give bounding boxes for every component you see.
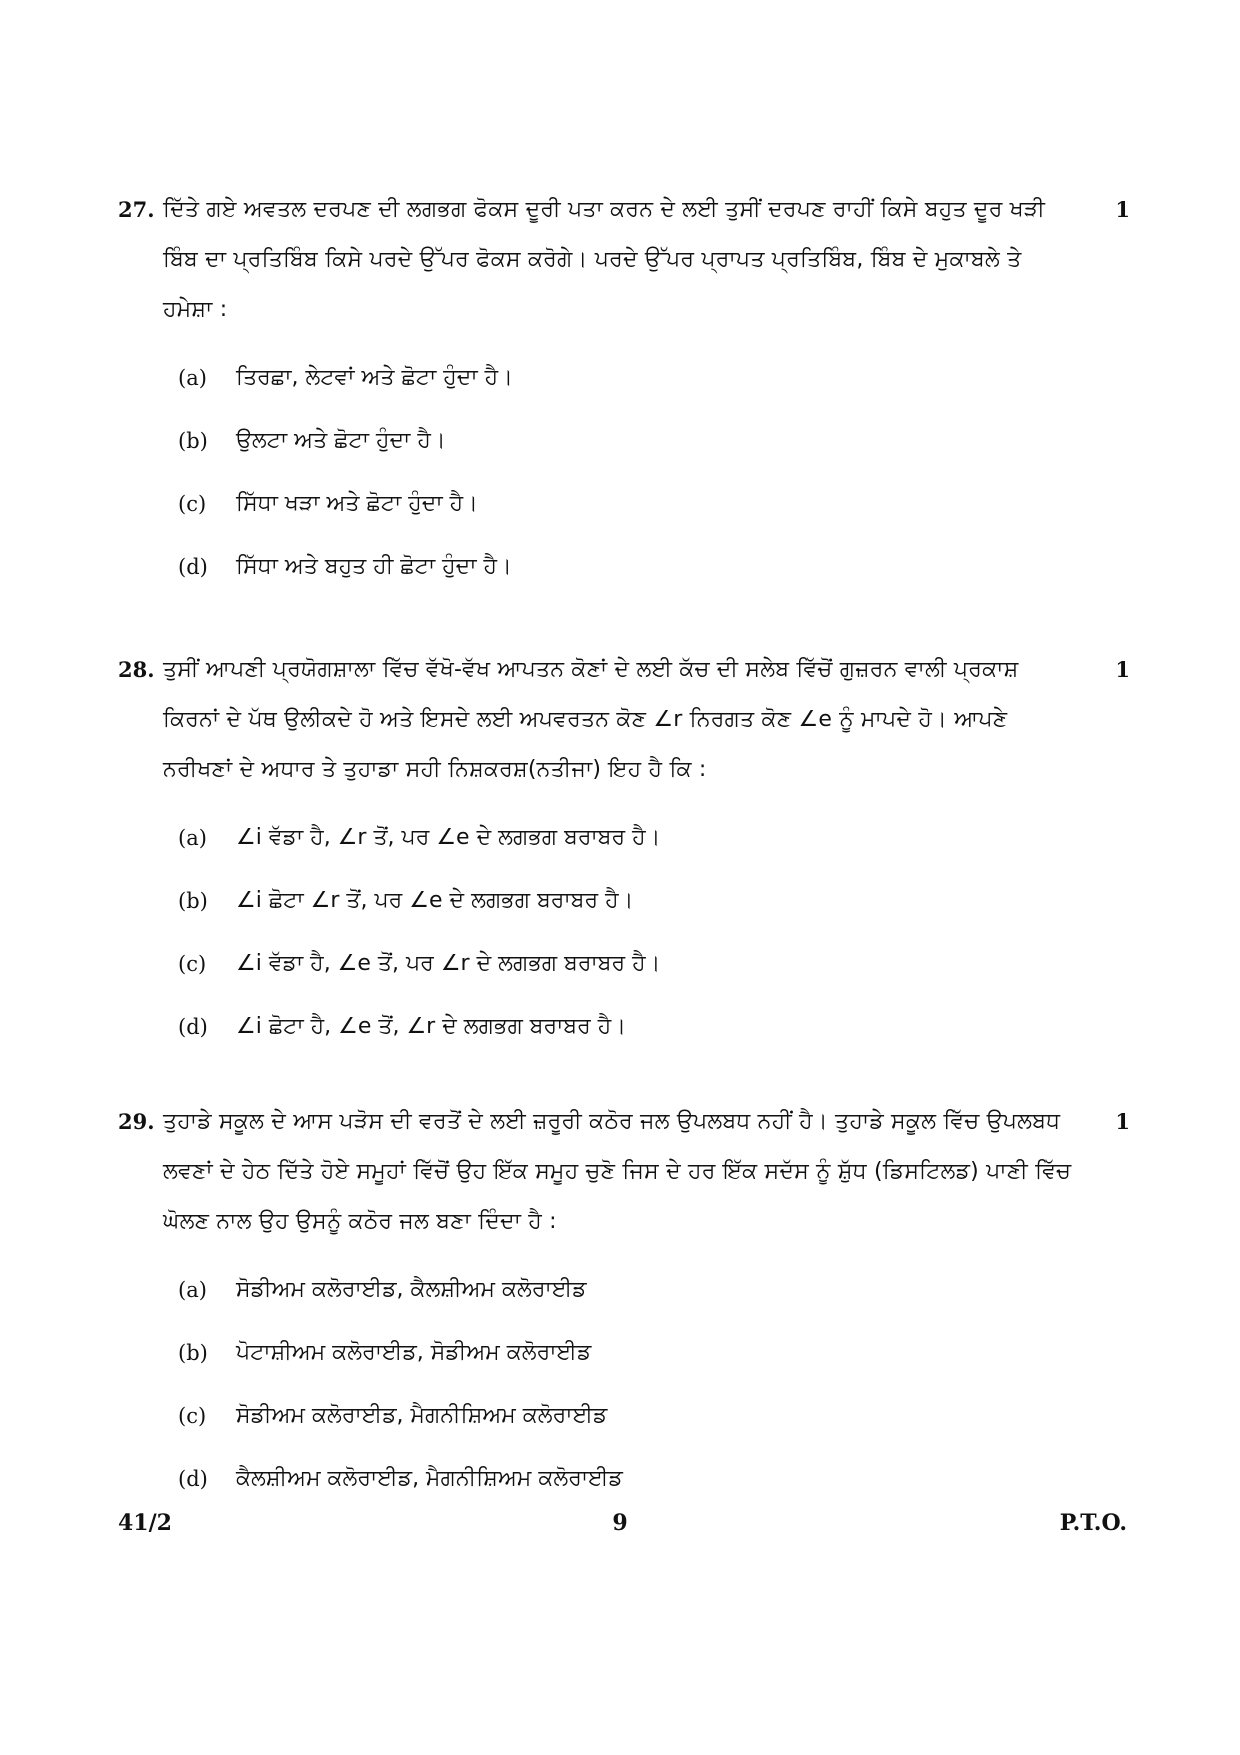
option-b	[178, 409, 1130, 472]
option-label: (a)	[178, 365, 207, 390]
option-c	[178, 1384, 1130, 1447]
option-a	[178, 806, 1130, 869]
question-text: ਦਿੱਤੇ ਗਏ ਅਵਤਲ ਦਰਪਣ ਦੀ ਲਗਭਗ ਫੋਕਸ ਦੂਰੀ ਪਤਾ ਕਰਨ ਦੇ ਲਈ ਤੁਸੀਂ ਦਰਪਣ ਰਾਹੀਂ ਕਿਸੇ ਬਹੁਤ ਦੂਰ ਖੜੀ ਬਿੰਬ ਦਾ ਪ੍ਰਤਿਬਿੰਬ ਕਿਸੇ ਪਰਦੇ ਉੱਪਰ ਫੋਕਸ ਕਰੋਗੇ। ਪਰਦੇ ਉੱਪਰ ਪ੍ਰਾਪਤ ਪ੍ਰਤਿਬਿੰਬ, ਬਿੰਬ ਦੇ ਮੁਕਾਬਲੇ ਤੇ ਹਮੇਸ਼ਾ :	[163, 197, 1046, 322]
option-d	[178, 1447, 1130, 1510]
option-text: ਸੋਡੀਅਮ ਕਲੋਰਾਈਡ, ਮੈਗਨੀਸ਼ਿਅਮ ਕਲੋਰਾਈਡ	[236, 1403, 608, 1428]
option-list	[178, 806, 1130, 1058]
question-marks: 1	[1115, 197, 1130, 222]
question-marks: 1	[1115, 657, 1130, 682]
option-label: (a)	[178, 825, 207, 850]
option-c	[178, 472, 1130, 535]
option-c	[178, 932, 1130, 995]
option-label: (d)	[178, 1466, 208, 1491]
option-list	[178, 1258, 1130, 1510]
option-text: ∠i ਵੱਡਾ ਹੈ, ∠r ਤੋਂ, ਪਰ ∠e ਦੇ ਲਗਭਗ ਬਰਾਬਰ ਹੈ।	[236, 825, 661, 850]
page-number: 9	[612, 1510, 628, 1536]
paper-code: 41/2	[118, 1510, 172, 1536]
option-list	[178, 346, 1130, 598]
question-28	[118, 645, 1130, 1058]
option-label: (d)	[178, 1014, 208, 1039]
option-b	[178, 1321, 1130, 1384]
option-text: ∠i ਛੋਟਾ ਹੈ, ∠e ਤੋਂ, ∠r ਦੇ ਲਗਭਗ ਬਰਾਬਰ ਹੈ।	[236, 1014, 627, 1039]
option-label: (c)	[178, 951, 207, 976]
option-text: ∠i ਛੋਟਾ ∠r ਤੋਂ, ਪਰ ∠e ਦੇ ਲਗਭਗ ਬਰਾਬਰ ਹੈ।	[236, 888, 634, 913]
option-d	[178, 995, 1130, 1058]
pto-label: P.T.O.	[1059, 1510, 1127, 1536]
option-text: ਕੈਲਸ਼ੀਅਮ ਕਲੋਰਾਈਡ, ਮੈਗਨੀਸ਼ਿਅਮ ਕਲੋਰਾਈਡ	[236, 1466, 623, 1491]
option-label: (b)	[178, 888, 208, 913]
option-text: ∠i ਵੱਡਾ ਹੈ, ∠e ਤੋਂ, ਪਰ ∠r ਦੇ ਲਗਭਗ ਬਰਾਬਰ ਹੈ।	[236, 951, 661, 976]
option-label: (b)	[178, 1340, 208, 1365]
option-a	[178, 346, 1130, 409]
option-b	[178, 869, 1130, 932]
option-text: ਉਲਟਾ ਅਤੇ ਛੋਟਾ ਹੁੰਦਾ ਹੈ।	[236, 428, 446, 453]
option-d	[178, 535, 1130, 598]
question-number: 27.	[118, 197, 155, 222]
question-marks: 1	[1115, 1109, 1130, 1134]
question-29	[118, 1097, 1130, 1510]
option-label: (c)	[178, 491, 207, 516]
option-text: ਤਿਰਛਾ, ਲੇਟਵਾਂ ਅਤੇ ਛੋਟਾ ਹੁੰਦਾ ਹੈ।	[236, 365, 513, 390]
question-text: ਤੁਹਾਡੇ ਸਕੂਲ ਦੇ ਆਸ ਪੜੋਸ ਦੀ ਵਰਤੋਂ ਦੇ ਲਈ ਜ਼ਰੂਰੀ ਕਠੋਰ ਜਲ ਉਪਲਬਧ ਨਹੀਂ ਹੈ। ਤੁਹਾਡੇ ਸਕੂਲ ਵਿੱਚ ਉਪਲਬਧ ਲਵਣਾਂ ਦੇ ਹੇਠ ਦਿੱਤੇ ਹੋਏ ਸਮੂਹਾਂ ਵਿੱਚੋਂ ਉਹ ਇੱਕ ਸਮੂਹ ਚੁਣੋ ਜਿਸ ਦੇ ਹਰ ਇੱਕ ਸਦੱਸ ਨੂੰ ਸ਼ੁੱਧ (ਡਿਸਟਿਲਡ) ਪਾਣੀ ਵਿੱਚ ਘੋਲਣ ਨਾਲ ਉਹ ਉਸਨੂੰ ਕਠੋਰ ਜਲ ਬਣਾ ਦਿੰਦਾ ਹੈ :	[163, 1109, 1072, 1234]
option-label: (b)	[178, 428, 208, 453]
option-text: ਸੋਡੀਅਮ ਕਲੋਰਾਈਡ, ਕੈਲਸ਼ੀਅਮ ਕਲੋਰਾਈਡ	[236, 1277, 587, 1302]
question-number: 28.	[118, 657, 155, 682]
question-text: ਤੁਸੀਂ ਆਪਣੀ ਪ੍ਰਯੋਗਸ਼ਾਲਾ ਵਿੱਚ ਵੱਖੋ-ਵੱਖ ਆਪਤਨ ਕੋਣਾਂ ਦੇ ਲਈ ਕੱਚ ਦੀ ਸਲੇਬ ਵਿੱਚੋਂ ਗੁਜ਼ਰਨ ਵਾਲੀ ਪ੍ਰਕਾਸ਼ ਕਿਰਨਾਂ ਦੇ ਪੱਥ ਉਲੀਕਦੇ ਹੋ ਅਤੇ ਇਸਦੇ ਲਈ ਅਪਵਰਤਨ ਕੋਣ ∠r ਨਿਰਗਤ ਕੋਣ ∠e ਨੂੰ ਮਾਪਦੇ ਹੋ। ਆਪਣੇ ਨਰੀਖਣਾਂ ਦੇ ਅਧਾਰ ਤੇ ਤੁਹਾਡਾ ਸਹੀ ਨਿਸ਼ਕਰਸ਼(ਨਤੀਜਾ) ਇਹ ਹੈ ਕਿ :	[163, 657, 1019, 782]
question-number: 29.	[118, 1109, 155, 1134]
option-a	[178, 1258, 1130, 1321]
option-label: (a)	[178, 1277, 207, 1302]
option-label: (d)	[178, 554, 208, 579]
option-text: ਸਿੱਧਾ ਅਤੇ ਬਹੁਤ ਹੀ ਛੋਟਾ ਹੁੰਦਾ ਹੈ।	[236, 554, 512, 579]
option-text: ਸਿੱਧਾ ਖੜਾ ਅਤੇ ਛੋਟਾ ਹੁੰਦਾ ਹੈ।	[236, 491, 478, 516]
option-text: ਪੋਟਾਸ਼ੀਅਮ ਕਲੋਰਾਈਡ, ਸੋਡੀਅਮ ਕਲੋਰਾਈਡ	[236, 1340, 592, 1365]
question-27	[118, 185, 1130, 598]
option-label: (c)	[178, 1403, 207, 1428]
